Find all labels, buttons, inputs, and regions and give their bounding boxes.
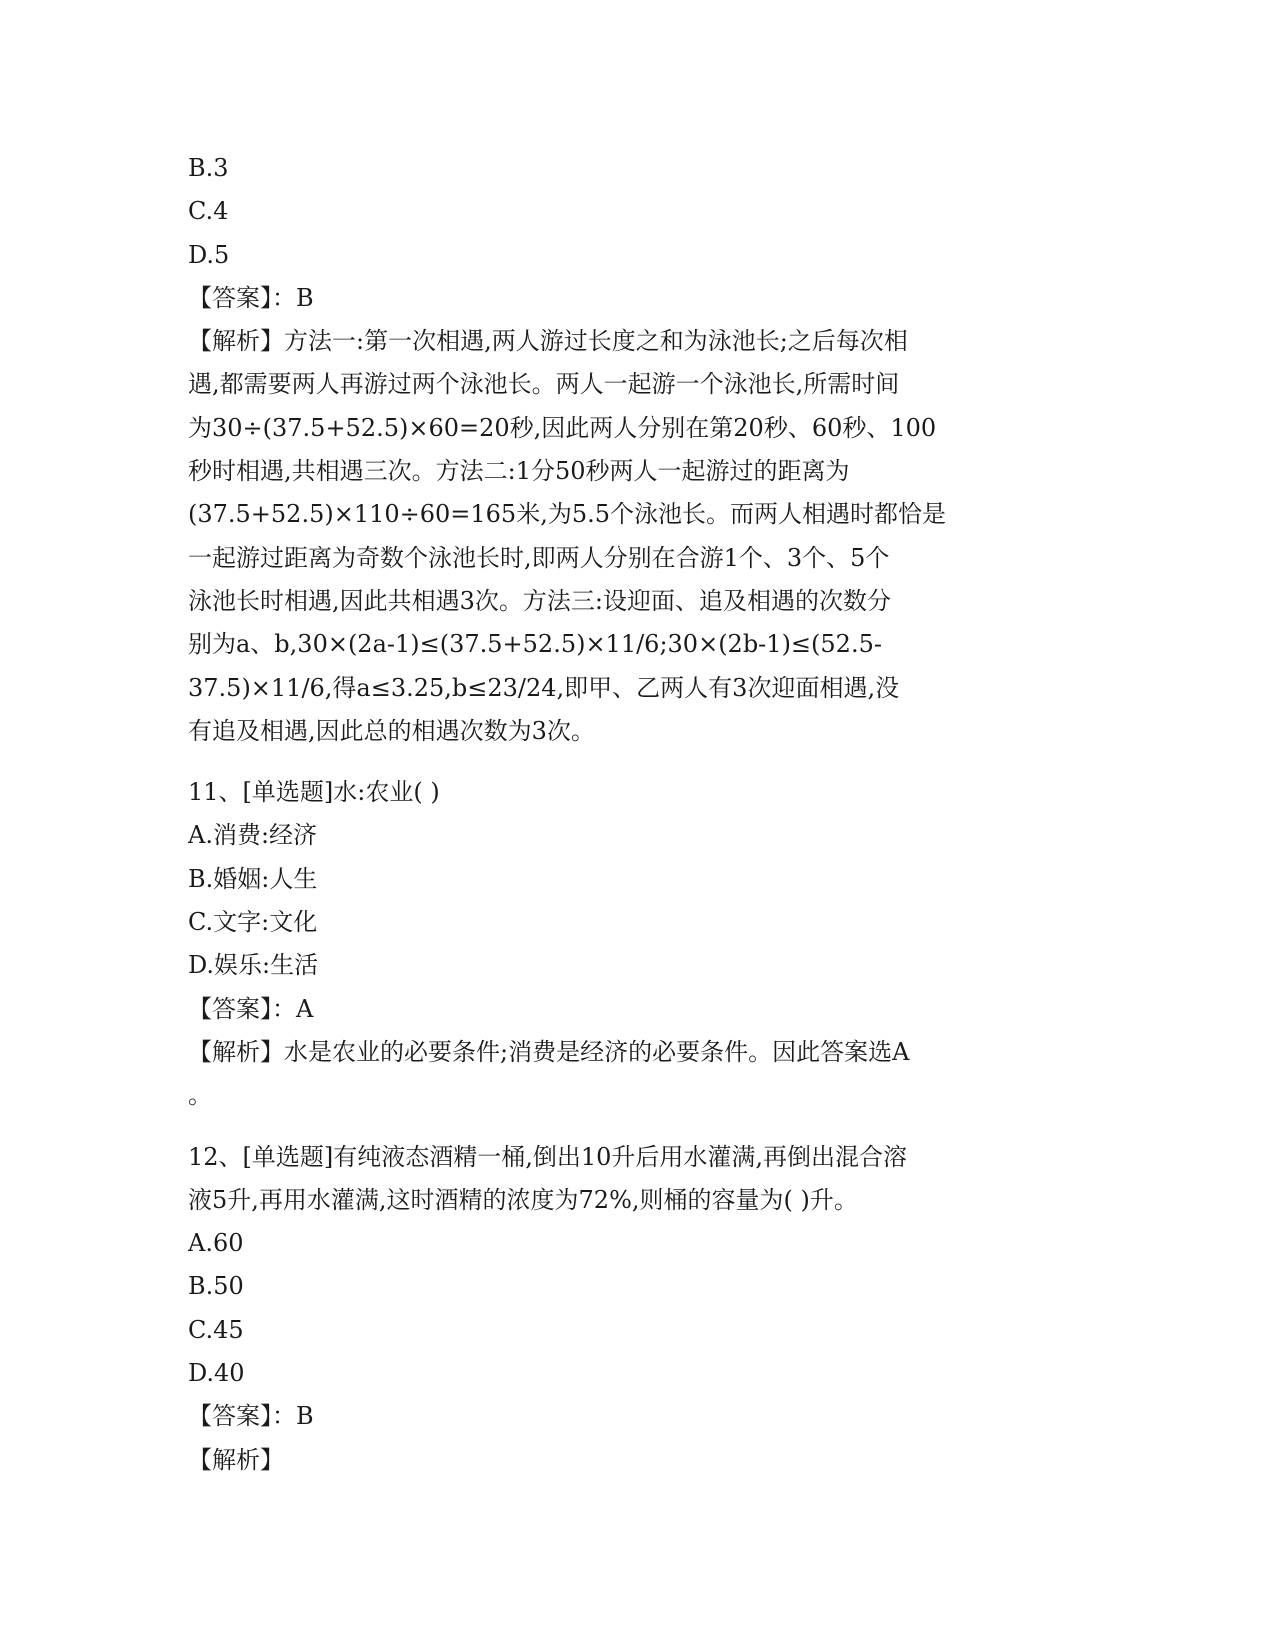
option-c: C.45 bbox=[188, 1315, 244, 1344]
option-c: C.文字:文化 bbox=[188, 908, 318, 937]
analysis-line: 为30÷(37.5+52.5)×60=20秒,因此两人分别在第20秒、60秒、100 bbox=[188, 413, 937, 442]
analysis-line: 有追及相遇,因此总的相遇次数为3次。 bbox=[188, 716, 595, 745]
option-b: B.3 bbox=[188, 154, 229, 182]
analysis-line: 秒时相遇,共相遇三次。方法二:1分50秒两人一起游过的距离为 bbox=[188, 457, 850, 486]
analysis-paragraph bbox=[188, 320, 1088, 753]
question-stem: 12、[单选题]有纯液态酒精一桶,倒出10升后用水灌满,再倒出混合溶 bbox=[188, 1142, 908, 1171]
option-d: D.40 bbox=[188, 1359, 245, 1388]
question-11-block bbox=[188, 771, 1088, 1117]
analysis-line: 。 bbox=[188, 1081, 212, 1110]
question-stem: 液5升,再用水灌满,这时酒精的浓度为72%,则桶的容量为( )升。 bbox=[188, 1185, 858, 1214]
answer-line: 【答案】：A bbox=[188, 994, 314, 1023]
question-stem: 11、[单选题]水:农业( ) bbox=[188, 778, 440, 807]
analysis-line: (37.5+52.5)×110÷60=165米,为5.5个泳池长。而两人相遇时都恰是 bbox=[188, 500, 946, 529]
option-c: C.4 bbox=[188, 197, 229, 226]
analysis-line: 37.5)×11/6,得a≤3.25,b≤23/24,即甲、乙两人有3次迎面相遇,没 bbox=[188, 673, 900, 702]
document-page bbox=[188, 147, 1088, 1482]
option-d: D.5 bbox=[188, 240, 230, 269]
answer-line: 【答案】：B bbox=[188, 283, 314, 312]
analysis-line: 一起游过距离为奇数个泳池长时,即两人分别在合游1个、3个、5个 bbox=[188, 543, 890, 572]
question-10-block bbox=[188, 147, 1088, 753]
analysis-line: 泳池长时相遇,因此共相遇3次。方法三:设迎面、追及相遇的次数分 bbox=[188, 586, 891, 615]
analysis-heading: 【解析】 bbox=[188, 1445, 284, 1474]
analysis-line: 遇,都需要两人再游过两个泳池长。两人一起游一个泳池长,所需时间 bbox=[188, 370, 900, 399]
option-a: A.消费:经济 bbox=[188, 821, 318, 850]
option-b: B.婚姻:人生 bbox=[188, 864, 318, 893]
analysis-line: 【解析】水是农业的必要条件;消费是经济的必要条件。因此答案选A bbox=[188, 1037, 910, 1066]
option-d: D.娱乐:生活 bbox=[188, 951, 319, 980]
analysis-line: 【解析】方法一:第一次相遇,两人游过长度之和为泳池长;之后每次相 bbox=[188, 327, 908, 356]
answer-line: 【答案】：B bbox=[188, 1402, 314, 1431]
analysis-line: 别为a、b,30×(2a-1)≤(37.5+52.5)×11/6;30×(2b-1)≤(52.5- bbox=[188, 630, 882, 659]
question-12-block bbox=[188, 1136, 1088, 1482]
analysis-paragraph bbox=[188, 1031, 1088, 1118]
option-a: A.60 bbox=[188, 1229, 244, 1258]
option-b: B.50 bbox=[188, 1272, 244, 1301]
